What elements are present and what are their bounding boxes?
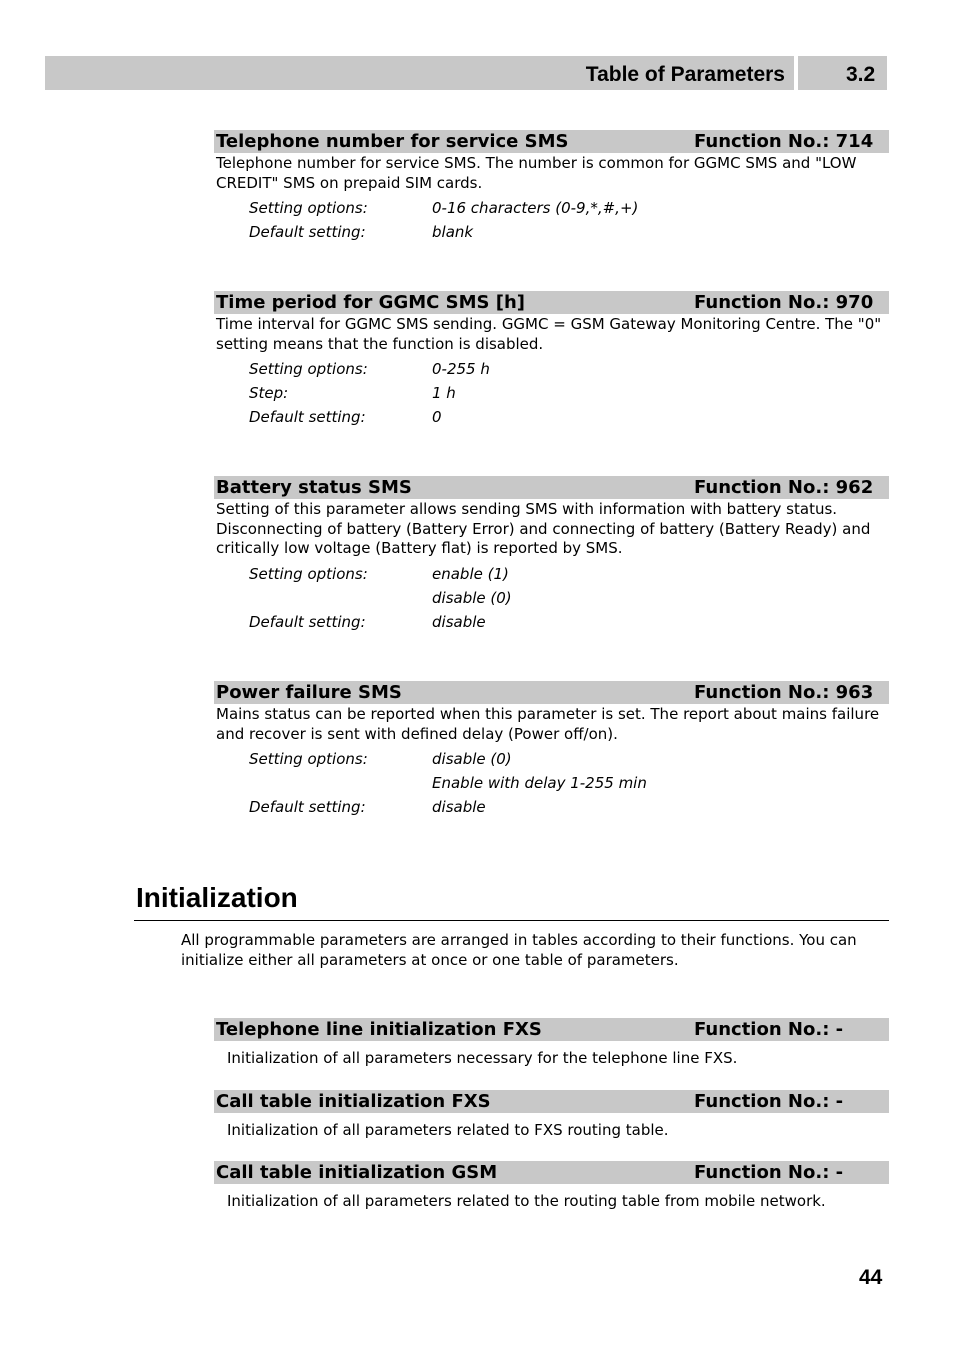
param-name: Call table initialization GSM xyxy=(216,1162,498,1183)
option-row xyxy=(214,586,889,610)
param-title-bar xyxy=(214,681,889,704)
option-value: disable xyxy=(432,798,486,816)
param-description: Mains status can be reported when this parameter is set. The report about mains failure and recover is sent with defined delay (Power off/on). xyxy=(216,705,880,743)
option-value: disable xyxy=(432,612,486,631)
option-value: Enable with delay 1-255 min xyxy=(432,774,647,792)
option-value: 0 xyxy=(432,408,442,426)
init-block-telephone-line-fxs xyxy=(214,1018,889,1069)
init-block-call-table-gsm xyxy=(214,1161,889,1212)
param-options xyxy=(214,562,889,634)
param-block-962 xyxy=(214,476,889,634)
param-title-bar xyxy=(214,1161,889,1184)
option-label: Default setting: xyxy=(249,408,366,426)
param-name: Power failure SMS xyxy=(216,682,402,703)
param-options xyxy=(214,357,889,429)
param-description: Initialization of all parameters related to FXS routing table. xyxy=(227,1121,669,1139)
option-value: disable (0) xyxy=(432,750,512,768)
function-number: Function No.: - xyxy=(694,1091,844,1112)
param-title-bar xyxy=(214,476,889,499)
option-label: Default setting: xyxy=(249,223,366,241)
option-row xyxy=(214,562,889,586)
option-label: Setting options: xyxy=(249,360,368,378)
param-block-714 xyxy=(214,130,889,244)
option-value: 0-255 h xyxy=(432,360,490,378)
param-block-970 xyxy=(214,291,889,429)
function-number: Function No.: - xyxy=(694,1019,844,1040)
option-value: disable (0) xyxy=(432,588,512,607)
option-label: Setting options: xyxy=(249,750,368,768)
param-description: Initialization of all parameters related to the routing table from mobile network. xyxy=(227,1192,826,1210)
option-row xyxy=(214,795,889,819)
option-row xyxy=(214,747,889,771)
param-name: Time period for GGMC SMS [h] xyxy=(216,292,525,313)
param-description: Telephone number for service SMS. The number is common for GGMC SMS and "LOW CREDIT" SMS on prepaid SIM cards. xyxy=(216,154,857,192)
header-section-number: 3.2 xyxy=(846,63,876,86)
param-description: Initialization of all parameters necessary for the telephone line FXS. xyxy=(227,1049,738,1067)
section-intro: All programmable parameters are arranged in tables according to their functions. You can initialize either all parameters at once or one table of parameters. xyxy=(181,931,857,969)
param-name: Telephone number for service SMS xyxy=(216,131,569,152)
param-title-bar xyxy=(214,130,889,153)
function-number: Function No.: - xyxy=(694,1162,844,1183)
option-row xyxy=(214,610,889,634)
param-options xyxy=(214,196,889,244)
option-label: Default setting: xyxy=(249,798,366,816)
option-value: blank xyxy=(432,223,474,241)
page-number: 44 xyxy=(859,1266,883,1289)
option-row xyxy=(214,405,889,429)
function-number: Function No.: 963 xyxy=(694,682,874,703)
section-title: Initialization xyxy=(136,882,298,913)
section-rule xyxy=(134,920,889,921)
param-title-bar xyxy=(214,1090,889,1113)
function-number: Function No.: 714 xyxy=(694,131,874,152)
param-description: Time interval for GGMC SMS sending. GGMC = GSM Gateway Monitoring Centre. The "0" setting means that the function is disabled. xyxy=(216,315,882,353)
header-title: Table of Parameters xyxy=(585,63,785,86)
param-options xyxy=(214,747,889,819)
option-row xyxy=(214,381,889,405)
option-label: Setting options: xyxy=(249,564,368,583)
function-number: Function No.: 962 xyxy=(694,477,874,498)
option-value: 1 h xyxy=(432,384,456,402)
option-row xyxy=(214,771,889,795)
param-description: Setting of this parameter allows sending SMS with information with battery status. Disconnecting of battery (Battery Error) and connecting of battery (Battery Ready) and critically low voltage (Battery flat) is reported by SMS. xyxy=(216,500,871,557)
param-title-bar xyxy=(214,1018,889,1041)
param-block-963 xyxy=(214,681,889,819)
init-block-call-table-fxs xyxy=(214,1090,889,1141)
param-name: Battery status SMS xyxy=(216,477,412,498)
param-title-bar xyxy=(214,291,889,314)
option-label: Setting options: xyxy=(249,199,368,217)
option-value: 0-16 characters (0-9,*,#,+) xyxy=(432,199,639,217)
option-value: enable (1) xyxy=(432,564,509,583)
param-name: Call table initialization FXS xyxy=(216,1091,491,1112)
option-label: Step: xyxy=(249,384,289,402)
param-name: Telephone line initialization FXS xyxy=(216,1019,542,1040)
option-row xyxy=(214,220,889,244)
option-row xyxy=(214,357,889,381)
option-row xyxy=(214,196,889,220)
option-label: Default setting: xyxy=(249,612,366,631)
function-number: Function No.: 970 xyxy=(694,292,874,313)
